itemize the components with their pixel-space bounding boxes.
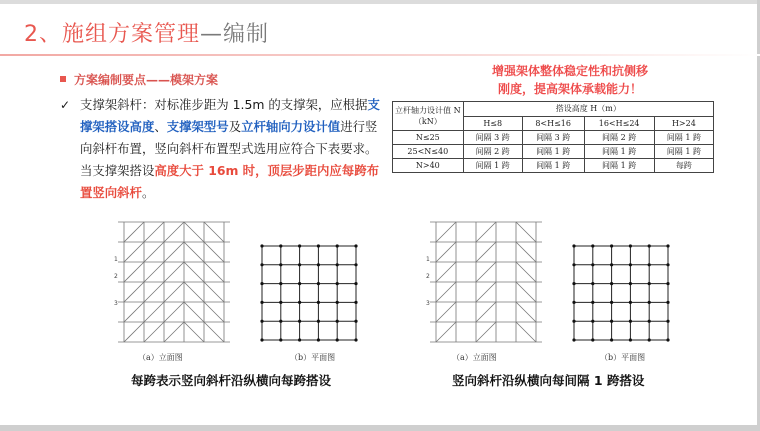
table-subheader: 8<H≤16 bbox=[522, 116, 584, 131]
title-main: 2、施组方案管理 bbox=[24, 22, 200, 47]
elevation-frame bbox=[118, 222, 230, 342]
plan-grid bbox=[574, 246, 668, 340]
text-part-1: 支撑架斜杆：对标准步距为 1.5m 的支撑架，应根据 bbox=[80, 97, 368, 112]
left-plan-caption: （b）平面图 bbox=[290, 353, 336, 362]
highlight-model: 支撑架型号 bbox=[166, 119, 229, 134]
highlight-axial-force: 立杆轴向力设计值 bbox=[241, 119, 341, 134]
table-cell: 间隔 1 跨 bbox=[463, 159, 522, 173]
table-row-label: 25<N≤40 bbox=[393, 145, 464, 159]
note-line-1: 增强架体整体稳定性和抗侧移 bbox=[491, 64, 648, 78]
body-text bbox=[60, 94, 382, 204]
text-part-3: 及 bbox=[228, 119, 242, 134]
table-subheader: H≤8 bbox=[463, 116, 522, 131]
table-subheader: H>24 bbox=[654, 116, 713, 131]
table-cell: 间隔 1 跨 bbox=[654, 145, 713, 159]
table-cell: 间隔 3 跨 bbox=[463, 131, 522, 145]
title-underline bbox=[0, 54, 760, 56]
table-cell: 每跨 bbox=[654, 159, 713, 173]
elevation-label: 2 bbox=[114, 273, 118, 280]
elevation-label: 1 bbox=[114, 256, 118, 263]
table-cell: 间隔 2 跨 bbox=[584, 131, 654, 145]
table-cell: 间隔 1 跨 bbox=[522, 145, 584, 159]
plan-nodes bbox=[260, 244, 357, 341]
table-cell: 间隔 1 跨 bbox=[522, 159, 584, 173]
stability-note bbox=[420, 62, 720, 98]
table-row-label: N≤25 bbox=[393, 131, 464, 145]
section-heading bbox=[60, 72, 218, 88]
highlight-height: 支撑架搭设高度 bbox=[80, 97, 380, 134]
left-figure-title: 每跨表示竖向斜杆沿纵横向每跨搭设 bbox=[131, 373, 332, 388]
table-cell: 间隔 1 跨 bbox=[584, 159, 654, 173]
right-elevation-drawing bbox=[422, 218, 550, 348]
elevation-label: 3 bbox=[114, 300, 118, 307]
right-figure-title: 竖向斜杆沿纵横向每间隔 1 跨搭设 bbox=[452, 373, 645, 388]
table-row-label: N>40 bbox=[393, 159, 464, 173]
left-elevation-drawing bbox=[110, 218, 238, 348]
elevation-label: 2 bbox=[426, 273, 430, 280]
table-col0-header: 立杆轴力设计值 N（kN） bbox=[393, 102, 464, 131]
body-paragraph bbox=[60, 94, 382, 204]
table-cell: 间隔 1 跨 bbox=[584, 145, 654, 159]
table-cell: 间隔 2 跨 bbox=[463, 145, 522, 159]
table-subheader: 16<H≤24 bbox=[584, 116, 654, 131]
elevation-label: 1 bbox=[426, 256, 430, 263]
diagonal-rod-table bbox=[392, 101, 714, 173]
square-bullet-icon bbox=[60, 76, 66, 82]
elevation-label: 3 bbox=[426, 300, 430, 307]
table-cell: 间隔 1 跨 bbox=[654, 131, 713, 145]
table-group-header: 搭设高度 H（m） bbox=[463, 102, 713, 117]
left-plan-drawing bbox=[256, 240, 362, 346]
plan-nodes bbox=[572, 244, 669, 341]
text-part-5: 。 bbox=[141, 185, 155, 200]
elevation-frame bbox=[430, 222, 542, 342]
top-border bbox=[0, 0, 760, 4]
right-plan-caption: （b）平面图 bbox=[600, 353, 646, 362]
table-header-row bbox=[393, 102, 714, 117]
plan-grid bbox=[262, 246, 356, 340]
bottom-border bbox=[0, 425, 760, 431]
table-cell: 间隔 3 跨 bbox=[522, 131, 584, 145]
highlight-top-step: 高度大于 16m 时，顶层步距内应每跨布置竖向斜杆 bbox=[80, 163, 379, 200]
note-line-2: 刚度，提高架体承载能力！ bbox=[497, 82, 642, 96]
left-elevation-caption: （a）立面图 bbox=[138, 353, 183, 362]
right-plan-drawing bbox=[568, 240, 674, 346]
text-part-2: 、 bbox=[154, 119, 167, 134]
page-title bbox=[24, 20, 269, 50]
text-part-4: 进行竖向斜杆布置，竖向斜杆布置型式选用应符合下表要求。当支撑架搭设 bbox=[80, 119, 378, 178]
table-row bbox=[393, 145, 714, 159]
title-sub: —编制 bbox=[200, 22, 270, 47]
check-icon: ✓ bbox=[60, 98, 71, 112]
table-row bbox=[393, 159, 714, 173]
right-elevation-caption: （a）立面图 bbox=[452, 353, 497, 362]
table-row bbox=[393, 131, 714, 145]
section-heading-text: 方案编制要点——模架方案 bbox=[74, 73, 219, 87]
